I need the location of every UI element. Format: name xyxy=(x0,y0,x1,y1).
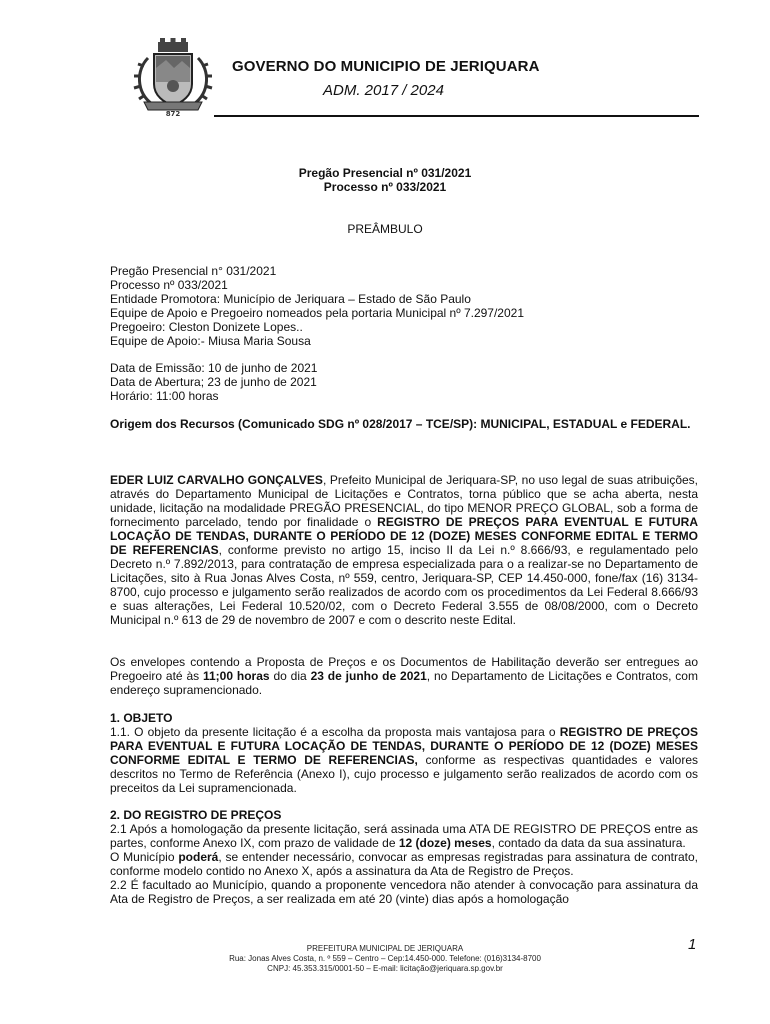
info-line: Equipe de Apoio:- Miusa Maria Sousa xyxy=(110,334,311,348)
header-administration: ADM. 2017 / 2024 xyxy=(323,82,444,99)
footer xyxy=(0,944,770,974)
registro-validity: 12 (doze) meses xyxy=(398,836,492,850)
seal-text: 872 xyxy=(165,110,181,118)
info-line: Pregão Presencial n° 031/2021 xyxy=(110,264,277,278)
objeto-bold: REGISTRO DE PREÇOS PARA EVENTUAL E FUTURA LOCAÇÃO DE TENDAS, DURANTE O PERÍODO DE 12 (DOZE) MESES CONFORME EDITAL E TERMO DE REFERENCIAS, xyxy=(110,725,699,767)
date-line: Data de Abertura; 23 de junho de 2021 xyxy=(110,375,317,389)
page-number: 1 xyxy=(688,936,697,953)
date-line: Horário: 11:00 horas xyxy=(110,389,219,403)
municipio-bold: poderá xyxy=(178,850,219,864)
section-title: 2. DO REGISTRO DE PREÇOS xyxy=(110,808,282,822)
header-divider xyxy=(214,115,699,117)
preamble-text-cont: , conforme previsto no artigo 15, inciso II da Lei n.º 8.666/93, e regulamentado pelo Decreto n.º 7.892/2013, para contratação de empresa especializada para o a realizar-se no Departamento de Licitações, sito à Rua Jonas Alves Costa, nº 559, centro, Jeriquara-SP, CEP 14.450-000, fone/fax (16) 3134-8700, cujo processo e julgamento serão realizados de acordo com os procedimentos da Lei Federal 8.666/93 e suas alterações, Lei Federal 10.520/02, com o Decreto Federal 3.555 de 08/08/2000, com o Decreto Municipal n.º 613 de 29 de novembro de 2007 e com o descrito neste Edital. xyxy=(110,543,698,627)
registro-text: 2.1 Após a homologação da presente licitação, será assinada uma ATA DE REGISTRO DE PREÇOS entre as partes, conforme Anexo IX, com prazo de validade de xyxy=(110,822,698,850)
section-registro-precos xyxy=(110,808,698,906)
date-line: Data de Emissão: 10 de junho de 2021 xyxy=(110,361,318,375)
heading-processo: Processo nº 033/2021 xyxy=(323,180,447,194)
info-line: Pregoeiro: Cleston Donizete Lopes.. xyxy=(110,320,303,334)
footer-line: PREFEITURA MUNICIPAL DE JERIQUARA xyxy=(306,944,464,953)
municipio-text: O Município xyxy=(110,850,179,864)
footer-line: Rua: Jonas Alves Costa, n. º 559 – Centro – Cep:14.450-000. Telefone: (016)3134-8700 xyxy=(229,954,541,963)
facultado-text: 2.2 É facultado ao Município, quando a proponente vencedora não atender à convocação para assinatura da Ata de Registro de Preços, a ser realizada em até 20 (vinte) dias após a homologação xyxy=(110,878,698,906)
header-title: GOVERNO DO MUNICIPIO DE JERIQUARA xyxy=(232,58,540,75)
envelopes-date: 23 de junho de 2021 xyxy=(310,669,427,683)
preamble-object-bold: REGISTRO DE PREÇOS PARA EVENTUAL E FUTURA LOCAÇÃO DE TENDAS, DURANTE O PERÍODO DE 12 (DOZE) MESES CONFORME EDITAL E TERMO DE REFERENCIAS xyxy=(110,515,698,557)
objeto-text-cont: conforme as respectivas quantidades e valores descritos no Termo de Referência (Anexo I), cujo processo e julgamento serão realizados de acordo com os preceitos da Lei supramencionada. xyxy=(110,753,698,795)
envelopes-text-2: do dia xyxy=(269,669,311,683)
footer-line: CNPJ: 45.353.315/0001-50 – E-mail: licitação@jeriquara.sp.gov.br xyxy=(267,964,503,973)
envelopes-time: 11;00 horas xyxy=(203,669,270,683)
envelopes-text-3: , no Departamento de Licitações e Contratos, com endereço supramencionado. xyxy=(110,669,698,697)
mayor-name: EDER LUIZ CARVALHO GONÇALVES xyxy=(110,473,323,487)
envelopes-text: Os envelopes contendo a Proposta de Preços e os Documentos de Habilitação deverão ser entregues ao Pregoeiro até às xyxy=(110,655,698,683)
heading-preambulo: PREÂMBULO xyxy=(347,222,423,236)
info-line: Equipe de Apoio e Pregoeiro nomeados pela portaria Municipal nº 7.297/2021 xyxy=(110,306,525,320)
heading-pregao: Pregão Presencial nº 031/2021 xyxy=(298,166,472,180)
preamble-text: , Prefeito Municipal de Jeriquara-SP, no uso legal de suas atribuições, através do Departamento Municipal de Licitações e Contratos, torna público que se acha aberta, nesta unidade, licitação na modalidade PREGÃO PRESENCIAL, do tipo MENOR PREÇO GLOBAL, sob a forma de fornecimento parcelado, tendo por finalidade o xyxy=(110,473,698,529)
objeto-text: 1.1. O objeto da presente licitação é a escolha da proposta mais vantajosa para o xyxy=(110,725,560,739)
dates-block xyxy=(110,361,698,403)
envelopes-paragraph xyxy=(110,655,698,697)
municipal-seal-logo xyxy=(130,38,216,118)
origem-recursos: Origem dos Recursos (Comunicado SDG nº 028/2017 – TCE/SP): MUNICIPAL, ESTADUAL e FEDERAL. xyxy=(110,417,691,431)
info-line: Entidade Promotora: Município de Jeriquara – Estado de São Paulo xyxy=(110,292,471,306)
registro-text-cont: , contado da data da sua assinatura. xyxy=(491,836,686,850)
municipio-text-cont: , se entender necessário, convocar as empresas registradas para assinatura de contrato, conforme modelo contido no Anexo X, após a assinatura da Ata de Registro de Preços. xyxy=(110,850,698,878)
info-line: Processo nº 033/2021 xyxy=(110,278,228,292)
section-title: 1. OBJETO xyxy=(110,711,173,725)
preamble-paragraph xyxy=(110,473,698,627)
info-block xyxy=(110,264,698,348)
section-objeto xyxy=(110,711,698,795)
